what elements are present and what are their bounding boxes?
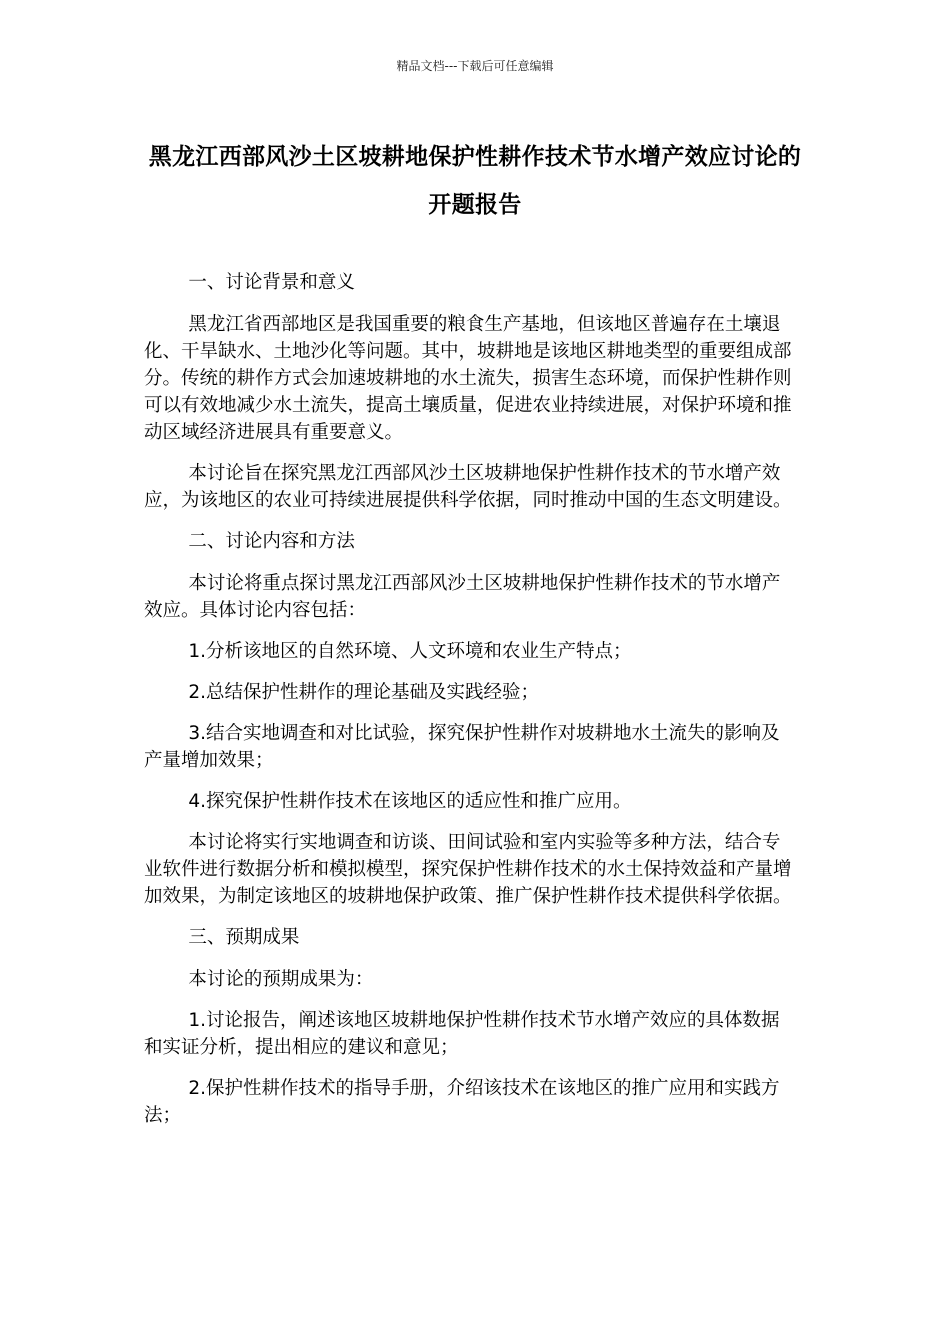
section-heading: 二、讨论内容和方法 <box>188 531 355 552</box>
paragraph: 本讨论的预期成果为： <box>188 969 374 990</box>
list-item: 2.总结保护性耕作的理论基础及实践经验； <box>188 682 540 703</box>
list-item: 1.讨论报告，阐述该地区坡耕地保护性耕作技术节水增产效应的具体数据和实证分析，提出相应的建议和意见； <box>144 1010 780 1058</box>
list-item: 1.分析该地区的自然环境、人文环境和农业生产特点； <box>188 641 632 662</box>
section-heading: 一、讨论背景和意义 <box>188 272 355 293</box>
document-body <box>144 269 792 1143</box>
list-item: 4.探究保护性耕作技术在该地区的适应性和推广应用。 <box>188 791 632 812</box>
paragraph: 黑龙江省西部地区是我国重要的粮食生产基地，但该地区普遍存在土壤退化、干旱缺水、土地沙化等问题。其中，坡耕地是该地区耕地类型的重要组成部分。传统的耕作方式会加速坡耕地的水土流失，损害生态环境，而保护性耕作则可以有效地减少水土流失，提高土壤质量，促进农业持续进展，对保护环境和推动区域经济进展具有重要意义。 <box>144 314 792 443</box>
section-heading: 三、预期成果 <box>188 927 300 948</box>
paragraph: 本讨论将重点探讨黑龙江西部风沙土区坡耕地保护性耕作技术的节水增产效应。具体讨论内容包括： <box>144 573 781 621</box>
document-title: 黑龙江西部风沙土区坡耕地保护性耕作技术节水增产效应讨论的开题报告 <box>148 144 802 218</box>
paragraph: 本讨论将实行实地调查和访谈、田间试验和室内实验等多种方法，结合专业软件进行数据分析和模拟模型，探究保护性耕作技术的水土保持效益和产量增加效果，为制定该地区的坡耕地保护政策、推广保护性耕作技术提供科学依据。 <box>144 832 792 907</box>
page-header-note: 精品文档---下载后可任意编辑 <box>396 59 554 73</box>
paragraph: 本讨论旨在探究黑龙江西部风沙土区坡耕地保护性耕作技术的节水增产效应，为该地区的农业可持续进展提供科学依据，同时推动中国的生态文明建设。 <box>144 463 792 511</box>
list-item: 3.结合实地调查和对比试验，探究保护性耕作对坡耕地水土流失的影响及产量增加效果； <box>144 723 780 771</box>
list-item: 2.保护性耕作技术的指导手册，介绍该技术在该地区的推广应用和实践方法； <box>144 1078 780 1126</box>
